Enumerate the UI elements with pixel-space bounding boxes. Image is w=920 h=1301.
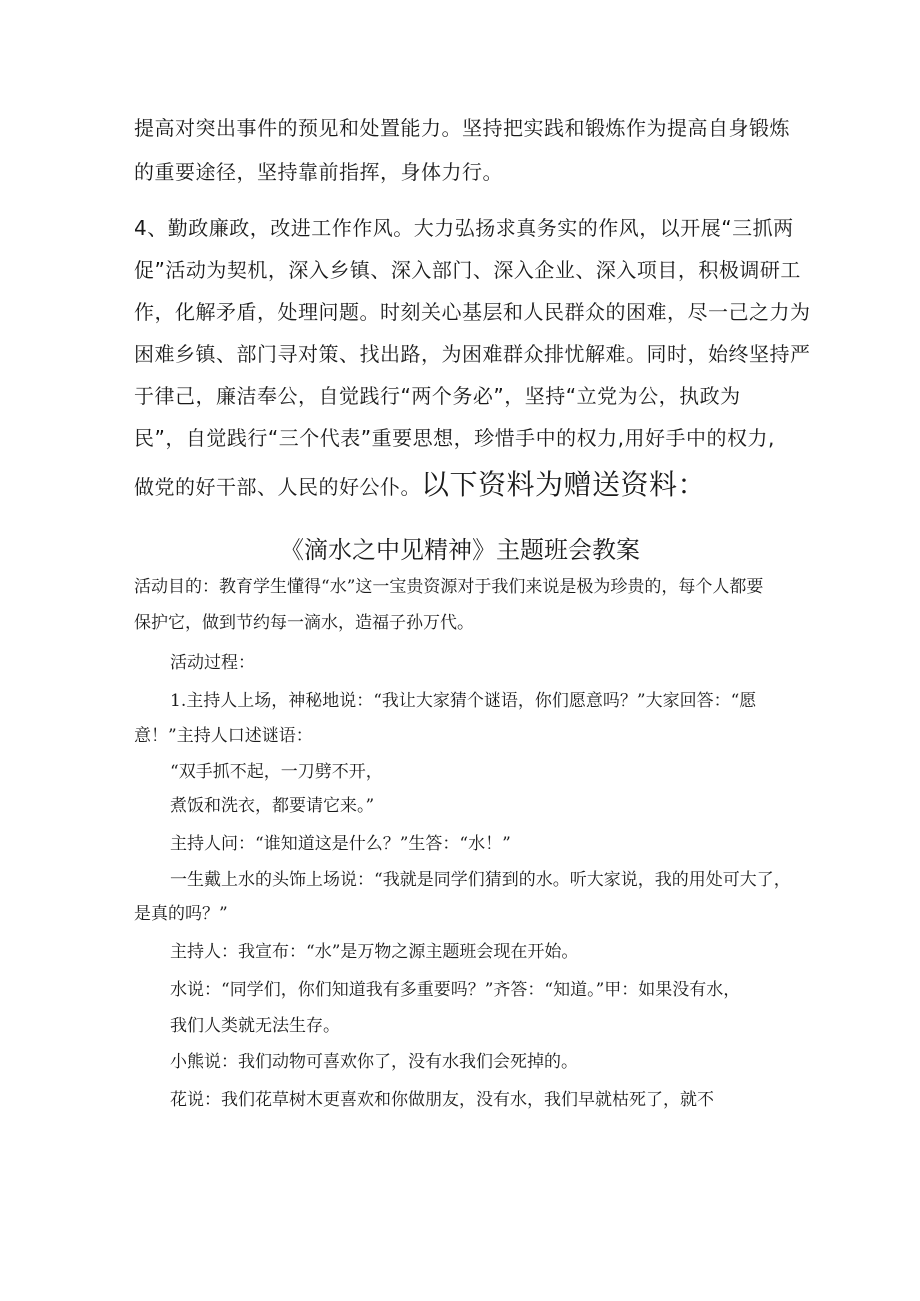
paragraph-4-line: 4、勤政廉政，改进工作作风。大力弘扬求真务实的作风，以开展“三抓两 (134, 216, 794, 240)
gift-notice: 以下资料为赠送资料： (421, 468, 707, 501)
goal-line: 活动目的：教育学生懂得“水”这一宝贵资源对于我们来说是极为珍贵的，每个人都要 (134, 577, 764, 597)
host-question: 主持人问：“谁知道这是什么？”生答：“水！” (170, 834, 511, 854)
lesson-title: 《滴水之中见精神》主题班会教案 (280, 536, 640, 564)
flower-says: 花说：我们花草树木更喜欢和你做朋友，没有水，我们早就枯死了，就不 (170, 1090, 714, 1110)
paragraph-line: 的重要途径，坚持靠前指挥，身体力行。 (134, 160, 503, 184)
host-announce: 主持人：我宣布：“水”是万物之源主题班会现在开始。 (170, 942, 579, 962)
paragraph-4-line: 民”，自觉践行“三个代表”重要思想，珍惜手中的权力,用好手中的权力, (134, 426, 775, 450)
step1-line: 1.主持人上场，神秘地说：“我让大家猜个谜语，你们愿意吗？”大家回答：“愿 (170, 691, 757, 711)
water-says-line: 水说：“同学们，你们知道我有多重要吗？”齐答：“知道。”甲：如果没有水， (170, 980, 741, 1000)
paragraph-4-line: 作，化解矛盾，处理问题。时刻关心基层和人民群众的困难，尽一己之力为 (134, 300, 811, 324)
paragraph-4-line: 促”活动为契机，深入乡镇、深入部门、深入企业、深入项目，积极调研工 (134, 258, 801, 282)
process-label: 活动过程： (170, 653, 255, 673)
step1-line: 意！”主持人口述谜语： (134, 726, 313, 746)
water-enter-line: 是真的吗？” (134, 904, 228, 924)
riddle-line: “双手抓不起，一刀劈不开， (170, 762, 383, 782)
water-enter-line: 一生戴上水的头饰上场说：“我就是同学们猜到的水。听大家说，我的用处可大了， (170, 870, 791, 890)
riddle-line: 煮饭和洗衣，都要请它来。” (170, 796, 375, 816)
paragraph-4-line: 于律己，廉洁奉公，自觉践行“两个务必”，坚持“立党为公，执政为 (134, 384, 741, 408)
bear-says: 小熊说：我们动物可喜欢你了，没有水我们会死掉的。 (170, 1052, 578, 1072)
goal-line: 保护它，做到节约每一滴水，造福子孙万代。 (134, 613, 474, 633)
paragraph-4-line: 困难乡镇、部门寻对策、找出路，为困难群众排忧解难。同时，始终坚持严 (134, 342, 811, 366)
paragraph-line: 提高对突出事件的预见和处置能力。坚持把实践和锻炼作为提高自身锻炼 (134, 116, 790, 140)
paragraph-4-last-line (134, 466, 794, 506)
water-says-line: 我们人类就无法生存。 (170, 1016, 340, 1036)
paragraph-4-end: 做党的好干部、人民的好公仆。 (134, 475, 421, 499)
